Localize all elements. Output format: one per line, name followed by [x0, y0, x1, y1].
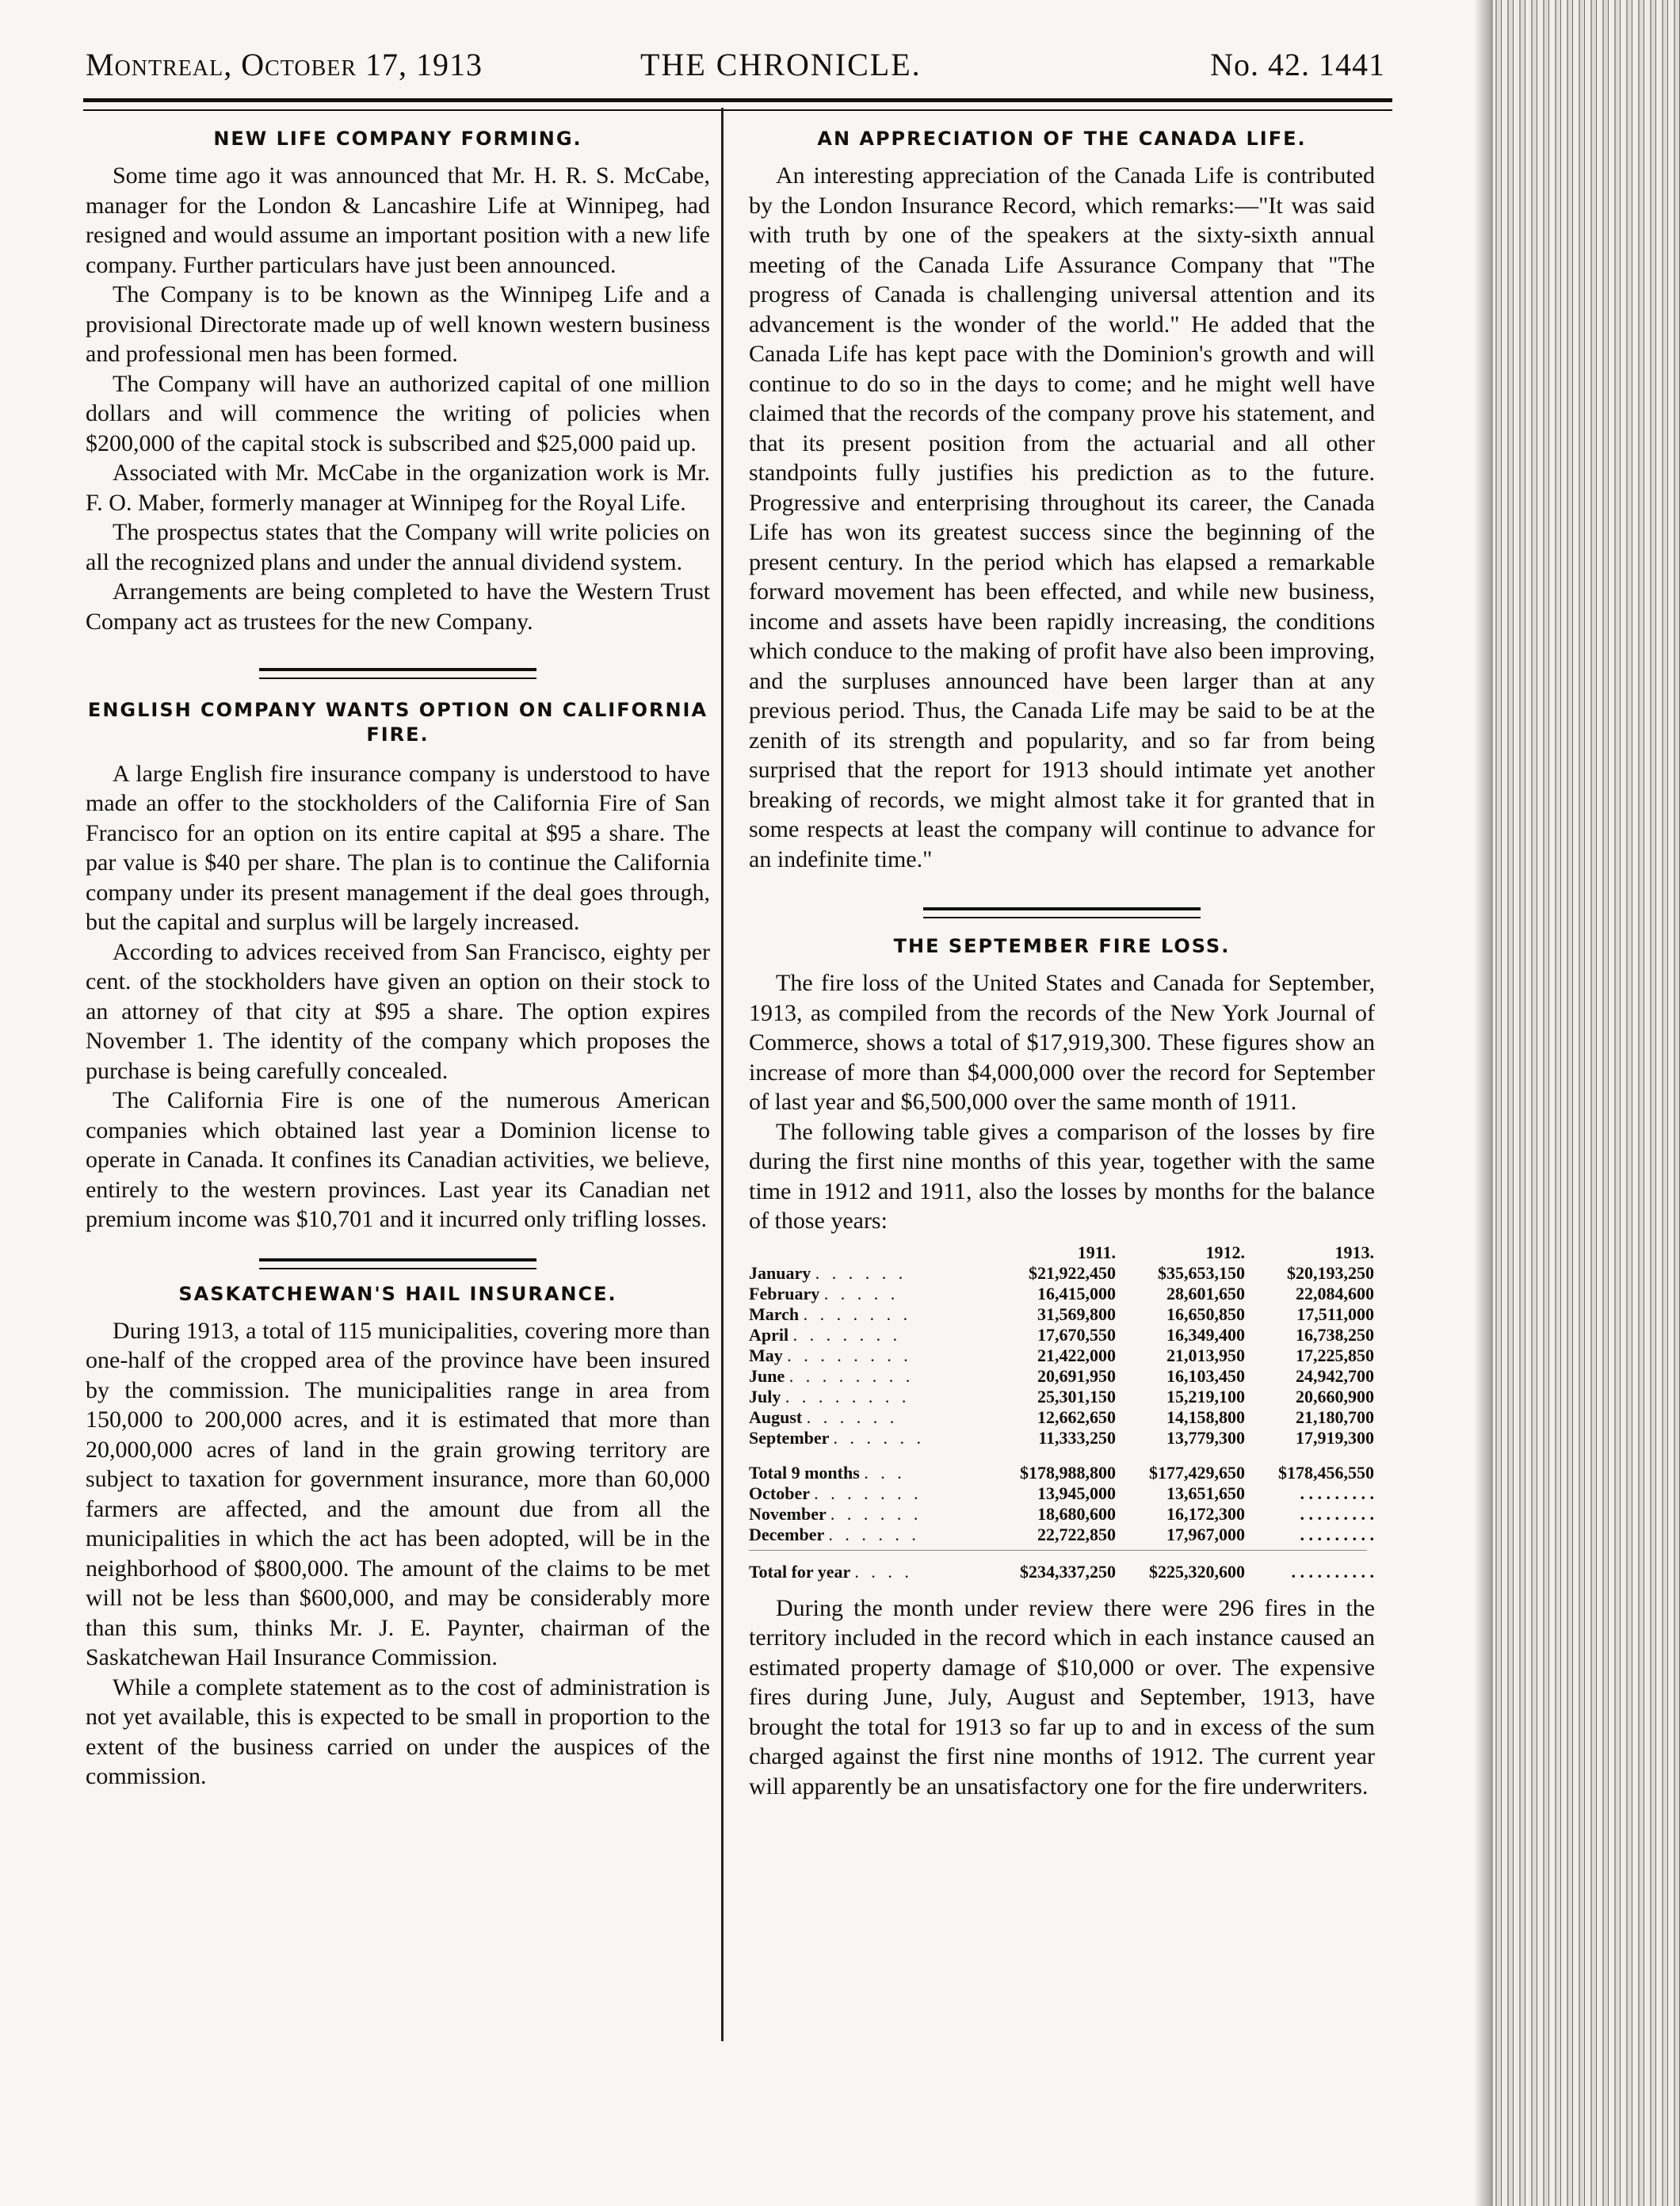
cell-1911: 18,680,600: [1037, 1503, 1116, 1524]
paragraph: Some time ago it was announced that Mr. H. R. S. McCabe, manager for the London & Lancashire Life at Winnipeg, had resigned and would assume an important position with a new life company. Further particulars have just been announced.: [86, 162, 710, 278]
cell-1912: 15,219,100: [1166, 1386, 1245, 1406]
row-label-text: October: [749, 1483, 810, 1503]
table-row: [749, 1366, 1375, 1387]
cell-1913: . . . . . . . . . .: [1291, 1561, 1374, 1582]
table-row: [749, 1525, 1375, 1545]
cell-1912: 28,601,650: [1166, 1283, 1245, 1303]
table-row: [749, 1428, 1375, 1448]
cell-1912: 21,013,950: [1166, 1345, 1245, 1365]
row-label: [749, 1304, 987, 1325]
section-divider: [259, 1258, 536, 1269]
cell-1913: $178,456,550: [1278, 1462, 1374, 1483]
row-label: [749, 1325, 987, 1345]
cell-1911: $178,988,800: [1020, 1462, 1116, 1483]
cell-1913: . . . . . . . . .: [1300, 1503, 1374, 1524]
cell-1911: 11,333,250: [1038, 1427, 1116, 1448]
paragraph: Associated with Mr. McCabe in the organization work is Mr. F. O. Maber, formerly manager at Winnipeg for the Royal Life.: [86, 460, 710, 516]
publication-title: THE CHRONICLE.: [640, 47, 922, 82]
cell-1913: 24,942,700: [1296, 1365, 1374, 1386]
table-row: [749, 1284, 1375, 1304]
cell-1912: 14,158,800: [1166, 1406, 1245, 1427]
leader-dots: . . . . . .: [833, 1427, 926, 1448]
row-label-text: September: [749, 1427, 830, 1448]
row-label: [749, 1428, 987, 1448]
article-new-life: [86, 127, 710, 636]
leader-dots: . . . .: [854, 1561, 913, 1582]
paragraph: An interesting appreciation of the Canada Life is contributed by the London Insurance Record, which remarks:—"It was said with truth by one of the speakers at the sixty-sixth annual meeting of the Canada Life Assurance Company that "The progress of Canada is challenging universal attention and its advancement is the wonder of the world." He added that the Canada Life has kept pace with the Dominion's growth and will continue to do so in the days to come; and he might well have claimed that the records of the company prove his statement, and that its present position from the actuarial and all other standpoints fully justifies his prediction as to the future. Progressive and enterprising throughout its career, the Canada Life has won its greatest success since the beginning of the present century. In the period which has elapsed a remarkable forward movement has been effected, and while new business, income and assets have been rapidly increasing, the conditions which conduce to the making of profit have also been improving, and the surpluses announced have been larger than at any previous period. Thus, the Canada Life may be said to be at the zenith of its strength and popularity, and so far from being surprised that the report for 1913 should intimate yet another breaking of records, we might almost take it for granted that in some respects at least the company will continue to advance for an indefinite time.": [749, 162, 1375, 872]
header-rule: [83, 98, 1392, 111]
row-label-text: December: [749, 1524, 824, 1544]
row-label: [749, 1562, 987, 1582]
table-gap: [749, 1448, 1375, 1463]
leader-dots: . . . . . .: [828, 1524, 920, 1544]
row-label: [749, 1263, 987, 1284]
paragraph: A large English fire insurance company is understood to have made an offer to the stockholders of the California Fire of San Francisco for an option on its entire capital at $95 a share. The par value is $40 per share. The plan is to continue the California company under its present management if the deal goes through, but the capital and surplus will be largely increased.: [86, 760, 710, 936]
row-label-text: May: [749, 1345, 783, 1365]
table-header-blank: [749, 1242, 987, 1263]
cell-1911: $234,337,250: [1020, 1561, 1116, 1582]
table-row-total-9-months: [749, 1463, 1375, 1483]
paragraph: The Company is to be known as the Winnipeg Life and a provisional Directorate made up of well known western business and professional men has been formed.: [86, 281, 710, 368]
cell-1912: 17,967,000: [1166, 1524, 1245, 1544]
row-label: [749, 1345, 987, 1366]
article-heading: AN APPRECIATION OF THE CANADA LIFE.: [817, 128, 1307, 150]
fire-loss-table: [749, 1242, 1375, 1582]
row-label: [749, 1483, 987, 1504]
row-label-text: Total 9 months: [749, 1462, 860, 1483]
paragraph: The prospectus states that the Company will write policies on all the recognized plans and under the annual dividend system.: [86, 519, 710, 575]
paragraph: The following table gives a comparison of the losses by fire during the first nine months of this year, together with the same time in 1912 and 1911, also the losses by months for the balance of those years:: [749, 1118, 1375, 1235]
row-label: [749, 1504, 987, 1525]
cell-1913: . . . . . . . . .: [1300, 1524, 1374, 1544]
column-header-1913: 1913.: [1334, 1242, 1374, 1262]
leader-dots: . . . . . .: [815, 1262, 907, 1283]
cell-1912: $225,320,600: [1149, 1561, 1245, 1582]
article-heading: ENGLISH COMPANY WANTS OPTION ON CALIFORNIA FIRE.: [87, 699, 708, 746]
left-column: [86, 119, 710, 1792]
cell-1913: . . . . . . . . .: [1300, 1483, 1374, 1503]
paragraph: During 1913, a total of 115 municipalities, covering more than one-half of the cropped area of the province have been insured by the commission. The municipalities range in area from 150,000 to 200,000 acres, and it is estimated that more than 20,000,000 acres of land in the grain growing territory are subject to taxation for government insurance, more than 60,000 farmers are affected, and the amount due from all the municipalities in which the act has been adopted, will be in the neighborhood of $800,000. The amount of the claims to be met will not be less than $600,000, and may be considerably more than this sum, thinks Mr. J. E. Paynter, chairman of the Saskatchewan Hail Insurance Commission.: [86, 1317, 710, 1671]
paragraph: The Company will have an authorized capital of one million dollars and will commence the writing of policies when $200,000 of the capital stock is subscribed and $25,000 paid up.: [86, 370, 710, 456]
row-label: [749, 1407, 987, 1428]
cell-1911: 25,301,150: [1037, 1386, 1116, 1406]
table-rule: [749, 1550, 1367, 1551]
leader-dots: . . . . . .: [806, 1406, 899, 1427]
cell-1911: 22,722,850: [1037, 1524, 1116, 1544]
row-label-text: June: [749, 1365, 785, 1386]
row-label-text: January: [749, 1262, 811, 1283]
column-rule: [721, 108, 724, 2041]
table-row: [749, 1325, 1375, 1345]
paragraph: Arrangements are being completed to have the Western Trust Company act as trustees for the new Company.: [86, 578, 710, 635]
table-row: [749, 1407, 1375, 1428]
paragraph: During the month under review there were 296 fires in the territory included in the record which in each instance caused an estimated property damage of $10,000 or over. The expensive fires during June, July, August and September, 1913, have brought the total for 1913 so far up to and in excess of the sum charged against the first nine months of 1912. The current year will apparently be an unsatisfactory one for the fire underwriters.: [749, 1594, 1375, 1800]
article-heading: THE SEPTEMBER FIRE LOSS.: [893, 935, 1231, 958]
row-label-text: April: [749, 1324, 789, 1345]
table-row: [749, 1387, 1375, 1407]
row-label: [749, 1284, 987, 1304]
leader-dots: . . . . . . . .: [787, 1345, 912, 1365]
cell-1912: 16,650,850: [1166, 1303, 1245, 1324]
table-row-total-year: [749, 1562, 1375, 1582]
table-header-row: [749, 1242, 1375, 1263]
cell-1911: 16,415,000: [1037, 1283, 1116, 1303]
section-divider: [923, 907, 1201, 918]
paragraph: According to advices received from San Francisco, eighty per cent. of the stockholders have given an option on their stock to an attorney of that city at $95 a share. The option expires November 1. The identity of the company which proposes the purchase is being carefully concealed.: [86, 938, 710, 1084]
cell-1912: 13,651,650: [1166, 1483, 1245, 1503]
remaining-months-block: [749, 1483, 1375, 1545]
cell-1912: $35,653,150: [1158, 1262, 1245, 1283]
row-label: [749, 1525, 987, 1545]
leader-dots: . . . . . . . .: [785, 1386, 911, 1406]
book-page-edges: [1490, 0, 1680, 2206]
row-label-text: February: [749, 1283, 820, 1303]
cell-1913: $20,193,250: [1287, 1262, 1374, 1283]
row-label-text: Total for year: [749, 1561, 850, 1582]
cell-1911: $21,922,450: [1029, 1262, 1116, 1283]
article-heading: SASKATCHEWAN'S HAIL INSURANCE.: [178, 1282, 617, 1305]
cell-1913: 21,180,700: [1296, 1406, 1374, 1427]
leader-dots: . . . . . . .: [803, 1303, 912, 1324]
cell-1913: 20,660,900: [1296, 1386, 1374, 1406]
leader-dots: . . . . . . . .: [788, 1365, 914, 1386]
column-header-1912: 1912.: [1205, 1242, 1245, 1262]
cell-1913: 17,919,300: [1296, 1427, 1374, 1448]
section-divider: [259, 668, 536, 679]
binding-shadow: [1474, 0, 1493, 2206]
article-english-company: [86, 698, 710, 1234]
paragraph: While a complete statement as to the cost of administration is not yet available, this is expected to be small in proportion to the extent of the business carried on under the auspices of the commission.: [86, 1674, 710, 1790]
leader-dots: . . . . . . .: [792, 1324, 902, 1345]
cell-1913: 17,225,850: [1296, 1345, 1374, 1365]
cell-1913: 22,084,600: [1296, 1283, 1374, 1303]
row-label-text: March: [749, 1303, 800, 1324]
monthly-rows-block: [749, 1263, 1375, 1448]
table-row: [749, 1345, 1375, 1366]
column-header-1911: 1911.: [1077, 1242, 1116, 1262]
row-label: [749, 1366, 987, 1387]
right-column: [749, 119, 1375, 1801]
row-label-text: August: [749, 1406, 803, 1427]
leader-dots: . . .: [864, 1462, 906, 1483]
cell-1911: 17,670,550: [1037, 1324, 1116, 1345]
page-date: Montreal, October 17, 1913: [86, 47, 483, 82]
table-row: [749, 1504, 1375, 1525]
leader-dots: . . . . . . .: [814, 1483, 922, 1503]
article-saskatchewan: [86, 1282, 710, 1792]
cell-1912: $177,429,650: [1149, 1462, 1245, 1483]
row-label-text: July: [749, 1386, 781, 1406]
table-gap: [749, 1554, 1375, 1562]
paragraph: The California Fire is one of the numerous American companies which obtained last year a Dominion license to operate in Canada. It confines its Canadian activities, we believe, entirely to the western provinces. Last year its Canadian net premium income was $10,701 and it incurred only trifling losses.: [86, 1087, 710, 1233]
running-head: [86, 46, 1385, 94]
cell-1911: 21,422,000: [1037, 1345, 1116, 1365]
cell-1911: 12,662,650: [1037, 1406, 1116, 1427]
issue-page-number: No. 42. 1441: [1210, 47, 1385, 82]
cell-1911: 20,691,950: [1037, 1365, 1116, 1386]
cell-1913: 16,738,250: [1296, 1324, 1374, 1345]
cell-1911: 31,569,800: [1037, 1303, 1116, 1324]
cell-1911: 13,945,000: [1037, 1483, 1116, 1503]
cell-1912: 13,779,300: [1166, 1427, 1245, 1448]
leader-dots: . . . . .: [823, 1283, 899, 1303]
article-heading: NEW LIFE COMPANY FORMING.: [213, 128, 582, 150]
cell-1913: 17,511,000: [1296, 1303, 1374, 1324]
cell-1912: 16,103,450: [1166, 1365, 1245, 1386]
table-row: [749, 1304, 1375, 1325]
paragraph: The fire loss of the United States and Canada for September, 1913, as compiled from the records of the New York Journal of Commerce, shows a total of $17,919,300. These figures show an increase of more than $4,000,000 over the record for September of last year and $6,500,000 over the same month of 1911.: [749, 970, 1375, 1116]
article-september-fire: [749, 934, 1375, 1801]
cell-1912: 16,172,300: [1166, 1503, 1245, 1524]
row-label: [749, 1387, 987, 1407]
article-canada-life: [749, 127, 1375, 874]
table-row: [749, 1483, 1375, 1504]
row-label-text: November: [749, 1503, 827, 1524]
cell-1912: 16,349,400: [1166, 1324, 1245, 1345]
table-row: [749, 1263, 1375, 1284]
leader-dots: . . . . . .: [830, 1503, 922, 1524]
row-label: [749, 1463, 987, 1483]
